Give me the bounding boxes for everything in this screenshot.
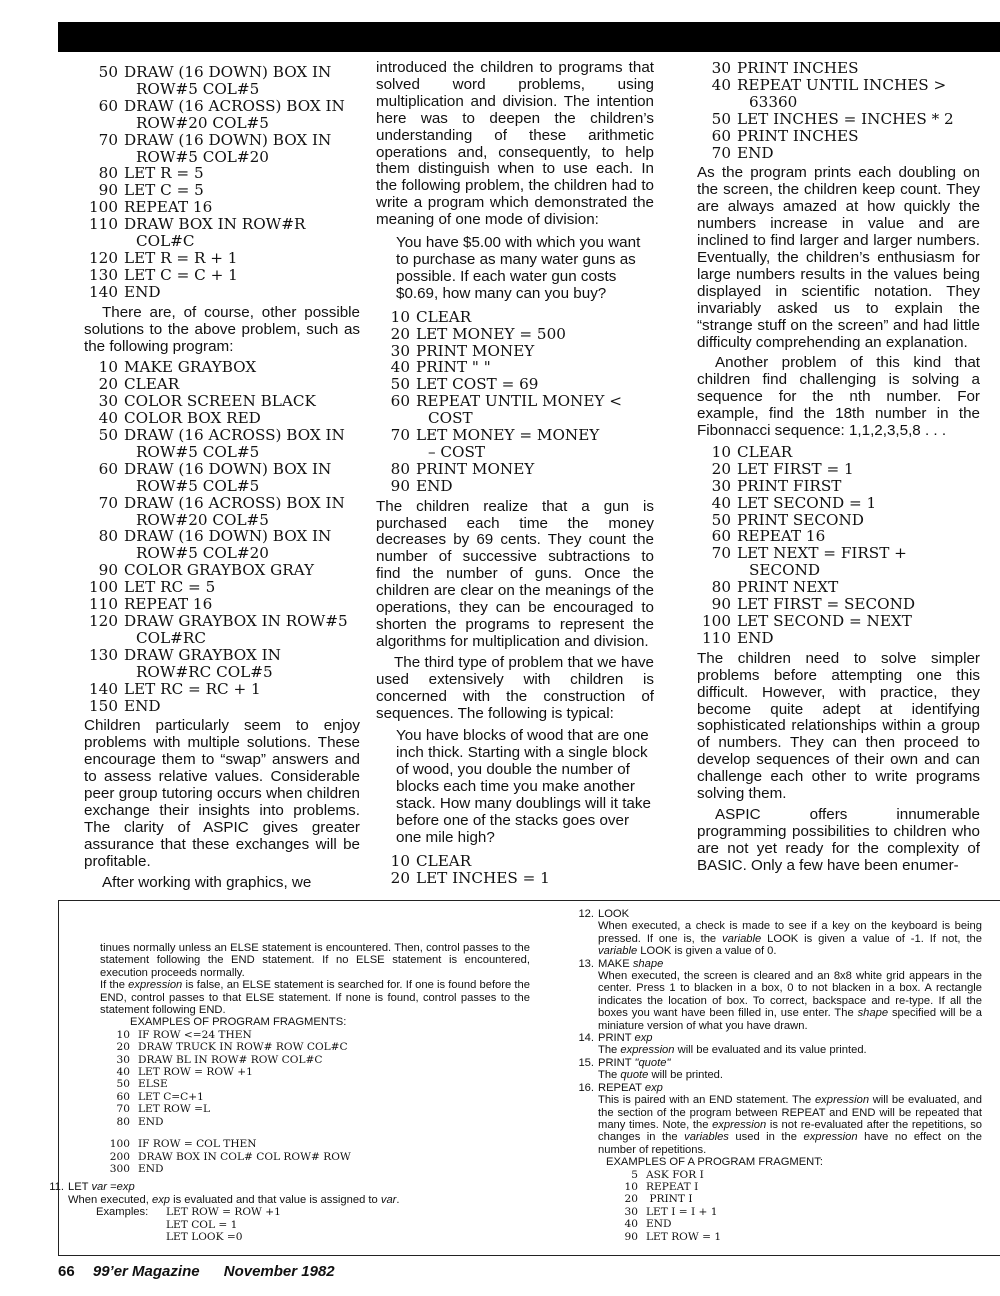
example-line: LET LOOK =0 <box>166 1230 243 1243</box>
code-line <box>608 1169 982 1181</box>
code-line <box>376 359 654 376</box>
code-text: ASK FOR I <box>646 1168 704 1181</box>
code-text: PRINT SECOND <box>737 510 864 529</box>
code-line <box>100 1078 530 1090</box>
line-number <box>96 81 136 98</box>
reference-code <box>100 1138 530 1175</box>
code-line <box>84 410 360 427</box>
code-text: ROW#5 COL#5 <box>136 79 260 98</box>
line-number: 70 <box>390 426 410 445</box>
code-text: DRAW (16 ACROSS) BOX IN <box>124 96 345 115</box>
code-line <box>100 1163 530 1175</box>
line-number <box>96 664 136 681</box>
line-number <box>388 410 428 427</box>
code-line <box>697 545 980 562</box>
code-text: PRINT INCHES <box>737 59 859 77</box>
code-text: ROW#20 COL#5 <box>136 510 269 529</box>
code-text: COLOR BOX RED <box>124 409 261 428</box>
code-line <box>84 267 360 284</box>
code-line <box>100 1041 530 1053</box>
code-line <box>84 647 360 664</box>
code-text: DRAW (16 ACROSS) BOX IN <box>124 426 345 445</box>
code-text: LET INCHES = INCHES * 2 <box>737 109 954 128</box>
line-number: 80 <box>98 164 118 183</box>
code-line <box>697 444 980 461</box>
code-line <box>697 60 980 77</box>
code-text: LET I = I + 1 <box>646 1205 718 1218</box>
line-number: 60 <box>711 527 731 546</box>
code-line <box>376 461 654 478</box>
code-text: END <box>646 1218 672 1231</box>
word-problem: You have blocks of wood that are one inch thick. Starting with a single block of wood, you double the number of blocks each time you make another stack. How many doublings will it take before one of the stacks goes over one mile high? <box>396 727 651 846</box>
code-text: CLEAR <box>737 442 793 461</box>
reference-item-11: 11. LET var =exp When executed, exp is evaluated and that value is assigned to var. Examples: LET ROW = ROW +1 LET COL = 1 LET LOOK =0 <box>49 1181 400 1243</box>
code-text: CLEAR <box>416 307 472 326</box>
code-line <box>376 478 654 495</box>
code-line <box>376 444 654 461</box>
line-number: 10 <box>624 1180 638 1193</box>
code-text: DRAW BL IN ROW# ROW COL#C <box>138 1053 323 1066</box>
code-text: DRAW (16 DOWN) BOX IN <box>124 63 332 81</box>
code-line <box>84 444 360 461</box>
page-footer <box>58 1263 335 1280</box>
code-text: DRAW BOX IN ROW#R <box>124 215 306 234</box>
paragraph: There are, of course, other possible solutions to the above problem, such as the following program: <box>84 303 360 355</box>
code-line <box>84 233 360 250</box>
code-text: REPEAT 16 <box>737 527 826 546</box>
code-line <box>608 1218 982 1230</box>
example-line: LET ROW = ROW +1 <box>166 1206 281 1219</box>
code-text: REPEAT 16 <box>124 198 213 217</box>
code-text: LET RC = 5 <box>124 578 216 597</box>
paragraph: The children need to solve simpler problems before attempting one this difficult. However, with practice, they become quite adept at identifying sophisticated relationships within a group of numbers. They can then proceed to develop sequences of their own and can challenge each other to write programs solving them. <box>697 649 980 803</box>
reference-paragraph: tinues normally unless an ELSE statement is encountered. Then, control passes to the statement following the END statement. If no ELSE statement is encountered, execution proceeds normally. <box>100 942 530 979</box>
code-text: PRINT " " <box>416 358 491 377</box>
code-line <box>84 478 360 495</box>
line-number: 50 <box>116 1078 130 1091</box>
code-text: LET COST = 69 <box>416 375 539 394</box>
code-text: LET C = C + 1 <box>124 265 238 284</box>
code-line <box>84 681 360 698</box>
code-text: REPEAT I <box>646 1180 699 1193</box>
line-number: 200 <box>109 1150 130 1163</box>
line-number: 140 <box>89 282 118 301</box>
line-number: 70 <box>98 130 118 149</box>
line-number: 90 <box>711 595 731 614</box>
line-number: 100 <box>109 1138 130 1151</box>
code-text: LET ROW =L <box>138 1103 211 1116</box>
line-number: 80 <box>98 527 118 546</box>
examples-title: EXAMPLES OF PROGRAM FRAGMENTS: <box>130 1016 347 1029</box>
code-text: END <box>124 282 161 301</box>
reference-item-15: 15. PRINT "quote" The quote will be printed. <box>578 1056 724 1082</box>
line-number: 40 <box>711 75 731 94</box>
reference-code <box>608 1169 982 1243</box>
code-line <box>608 1193 982 1205</box>
code-text: PRINT INCHES <box>737 126 859 145</box>
code-text: END <box>138 1162 164 1175</box>
code-listing <box>376 309 654 495</box>
code-text: END <box>138 1115 164 1128</box>
code-line <box>84 630 360 647</box>
line-number: 10 <box>116 1028 130 1041</box>
line-number: 90 <box>624 1230 638 1243</box>
code-text: LET FIRST = 1 <box>737 459 854 478</box>
code-text: CLEAR <box>416 851 472 870</box>
code-text: LET C=C+1 <box>138 1090 204 1103</box>
code-text: LET R = R + 1 <box>124 248 238 267</box>
code-text: DRAW GRAYBOX IN ROW#5 <box>124 612 348 630</box>
code-line <box>100 1138 530 1150</box>
line-number <box>96 512 136 529</box>
code-line <box>100 1029 530 1041</box>
paragraph: The children realize that a gun is purchased each time the money decreases by 69 cents. They count the number of successive subtractions to find the number of guns. Once the children are clear on the meanings of the operations, they can be encouraged to shorten the programs to represent the algorithms for multiplication and division. <box>376 497 654 650</box>
code-line <box>376 376 654 393</box>
line-number: 90 <box>390 476 410 495</box>
code-text: LET MONEY = 500 <box>416 324 566 343</box>
line-number: 50 <box>98 426 118 445</box>
line-number: 20 <box>98 375 118 394</box>
code-line <box>84 562 360 579</box>
code-text: PRINT MONEY <box>416 459 535 478</box>
line-number: 10 <box>390 307 410 326</box>
code-line <box>84 115 360 132</box>
code-text: ROW#RC COL#5 <box>136 662 273 681</box>
code-line <box>697 562 980 579</box>
line-number: 10 <box>711 442 731 461</box>
reference-item-12: 12. LOOK When executed, a check is made to see if a key on the keyboard is being pressed. If one is, the variable LOOK is given a value of -1. If not, the variable LOOK is given a value of 0. <box>578 908 982 958</box>
code-line <box>376 853 654 870</box>
code-line <box>84 250 360 267</box>
line-number <box>96 545 136 562</box>
line-number: 20 <box>116 1041 130 1054</box>
reference-item-16: 16. REPEAT exp This is paired with an END statement. The expression will be evaluated, and the section of the program between REPEAT and END will be repeated that many times. Note, the expression is not re-evaluated after the repetitions, so changes in the variables used in the expression have no effect on the number of repetitions. EXAMPLES OF A PROGRAM FRAGMENT: 5 ASK FOR I 10 REPEAT I 20 PRINT I 30 LET I = I + 1 40 END 90 LET ROW = 1 <box>578 1081 983 1243</box>
code-text: 63360 <box>749 92 798 111</box>
line-number: 110 <box>89 215 118 234</box>
code-text: IF ROW = COL THEN <box>138 1138 257 1151</box>
line-number: 110 <box>702 628 731 647</box>
code-text: REPEAT UNTIL INCHES > <box>737 75 947 94</box>
line-number: 150 <box>89 696 118 715</box>
line-number: 40 <box>711 493 731 512</box>
code-line <box>100 1066 530 1078</box>
line-number: 40 <box>98 409 118 428</box>
code-text: DRAW (16 DOWN) BOX IN <box>124 130 332 149</box>
code-text: LET SECOND = 1 <box>737 493 877 512</box>
line-number: 60 <box>390 392 410 411</box>
code-listing <box>376 853 654 887</box>
code-text: DRAW TRUCK IN ROW# ROW COL#C <box>138 1041 348 1054</box>
code-line <box>376 427 654 444</box>
code-text: DRAW BOX IN COL# COL ROW# ROW <box>138 1150 351 1163</box>
line-number: 100 <box>702 612 731 630</box>
reference-column-right <box>572 908 982 1243</box>
code-text: – COST <box>428 442 486 461</box>
magazine-name: 99’er Magazine <box>92 1263 200 1280</box>
code-text: ROW#20 COL#5 <box>136 113 269 132</box>
line-number: 30 <box>116 1053 130 1066</box>
code-text: LET FIRST = SECOND <box>737 595 916 614</box>
paragraph: The third type of problem that we have used extensively with children is concerned with the construction of sequences. The following is typical: <box>376 653 654 722</box>
code-text: PRINT NEXT <box>737 578 839 597</box>
code-line <box>84 579 360 596</box>
paragraph: Children particularly seem to enjoy problems with multiple solutions. These encourage them to “swap” answers and to assess relative values. Considerable peer group tutoring occurs when children exchange their insights into problems. The clarity of ASPIC gives greater assurance that these exchanges will be profitable. <box>84 717 360 870</box>
code-text: REPEAT UNTIL MONEY < <box>416 392 623 411</box>
code-line <box>84 132 360 149</box>
code-line <box>84 596 360 613</box>
column-2 <box>376 60 654 891</box>
line-number: 30 <box>390 341 410 360</box>
code-listing <box>697 60 980 161</box>
code-text: DRAW (16 DOWN) BOX IN <box>124 527 332 546</box>
code-line <box>84 664 360 681</box>
column-3 <box>697 60 980 877</box>
code-text: ROW#5 COL#20 <box>136 544 269 563</box>
code-line <box>84 512 360 529</box>
code-line <box>697 495 980 512</box>
code-listing <box>84 359 360 714</box>
code-text: PRINT I <box>646 1193 693 1206</box>
code-line <box>697 111 980 128</box>
line-number: 20 <box>711 459 731 478</box>
code-line <box>84 376 360 393</box>
code-text: IF ROW <=24 THEN <box>138 1028 252 1041</box>
line-number: 10 <box>98 358 118 377</box>
code-line <box>84 284 360 301</box>
line-number: 30 <box>98 392 118 411</box>
line-number: 30 <box>711 476 731 495</box>
word-problem: You have $5.00 with which you want to purchase as many water guns as possible. If each water gun costs $0.69, how many can you buy? <box>396 234 641 302</box>
line-number: 40 <box>624 1218 638 1231</box>
line-number: 80 <box>116 1115 130 1128</box>
line-number: 70 <box>98 493 118 512</box>
code-listing <box>84 64 360 301</box>
code-line <box>376 410 654 427</box>
code-line <box>84 359 360 376</box>
code-line <box>84 461 360 478</box>
line-number <box>96 444 136 461</box>
line-number: 70 <box>711 143 731 162</box>
code-line <box>697 461 980 478</box>
line-number <box>709 94 749 111</box>
code-line <box>608 1206 982 1218</box>
line-number: 50 <box>98 63 118 81</box>
code-line <box>84 149 360 166</box>
line-number: 130 <box>89 645 118 664</box>
code-text: COLOR GRAYBOX GRAY <box>124 561 315 580</box>
code-line <box>84 64 360 81</box>
reference-examples <box>166 1206 281 1243</box>
code-line <box>84 613 360 630</box>
line-number: 60 <box>98 96 118 115</box>
line-number: 90 <box>98 561 118 580</box>
code-line <box>84 165 360 182</box>
code-line <box>84 495 360 512</box>
paragraph: ASPIC offers innumerable programming possibilities to children who are not yet ready for the complexity of BASIC. Only a few have been enumer- <box>697 805 980 874</box>
code-line <box>697 528 980 545</box>
line-number: 80 <box>390 459 410 478</box>
line-number: 80 <box>711 578 731 597</box>
code-line <box>697 596 980 613</box>
code-line <box>697 630 980 647</box>
line-number <box>96 115 136 132</box>
code-listing <box>697 444 980 647</box>
code-text: ROW#5 COL#5 <box>136 476 260 495</box>
line-number: 50 <box>711 510 731 529</box>
code-text: DRAW (16 DOWN) BOX IN <box>124 459 332 478</box>
line-number: 120 <box>89 248 118 267</box>
line-number: 20 <box>390 324 410 343</box>
code-line <box>608 1231 982 1243</box>
code-line <box>84 98 360 115</box>
line-number: 60 <box>116 1090 130 1103</box>
code-text: LET RC = RC + 1 <box>124 679 261 698</box>
code-text: DRAW GRAYBOX IN <box>124 645 281 664</box>
line-number: 40 <box>390 358 410 377</box>
code-line <box>697 579 980 596</box>
code-line <box>376 343 654 360</box>
code-line <box>376 393 654 410</box>
line-number: 60 <box>711 126 731 145</box>
code-text: LET ROW = ROW +1 <box>138 1066 253 1079</box>
code-text: LET ROW = 1 <box>646 1230 722 1243</box>
code-line <box>84 216 360 233</box>
code-line <box>100 1151 530 1163</box>
paragraph: After working with graphics, we <box>102 873 312 891</box>
code-line <box>84 393 360 410</box>
line-number: 120 <box>89 612 118 630</box>
line-number: 60 <box>98 459 118 478</box>
code-text: END <box>737 628 774 647</box>
line-number: 40 <box>116 1066 130 1079</box>
line-number: 30 <box>711 59 731 77</box>
line-number: 90 <box>98 181 118 200</box>
line-number: 50 <box>390 375 410 394</box>
code-text: REPEAT 16 <box>124 595 213 614</box>
example-line: LET COL = 1 <box>166 1218 238 1231</box>
code-text: COL#RC <box>136 628 206 647</box>
line-number <box>96 233 136 250</box>
reference-column-left <box>49 942 530 1243</box>
paragraph: Another problem of this kind that children find challenging is solving a sequence for the nth number. For example, find the 18th number in the Fibonnacci sequence: 1,1,2,3,5,8 . . . <box>697 354 980 440</box>
code-line <box>697 145 980 162</box>
code-text: LET C = 5 <box>124 181 204 200</box>
paragraph: As the program prints each doubling on the screen, the children keep count. They are always amazed at how quickly the numbers increase in value and are inclined to find larger and larger numbers. Eventually, the children’s enthusiasm for large numbers results in the values being displayed in scientific notation. They invariably asked us to explain the “strange stuff on the screen” and had little difficulty comprehending an explanation. <box>697 164 980 351</box>
code-text: PRINT MONEY <box>416 341 535 360</box>
code-line <box>697 512 980 529</box>
code-text: ELSE <box>138 1078 168 1091</box>
header-bar <box>58 22 1000 52</box>
code-text: LET NEXT = FIRST + <box>737 544 907 563</box>
issue-date: November 1982 <box>223 1263 335 1280</box>
code-line <box>376 870 654 887</box>
reference-code <box>100 1029 530 1128</box>
line-number <box>709 562 749 579</box>
reference-paragraph: If the expression is false, an ELSE statement is searched for. If one is found before the END, control passes to that ELSE statement. If none is found, control passes to the statement following END. <box>100 979 530 1017</box>
code-line <box>84 698 360 715</box>
code-line <box>100 1054 530 1066</box>
code-line <box>608 1181 982 1193</box>
code-text: LET R = 5 <box>124 164 204 183</box>
code-text: LET MONEY = MONEY <box>416 426 600 445</box>
code-text: SECOND <box>749 561 821 580</box>
code-line <box>84 545 360 562</box>
line-number: 300 <box>109 1162 130 1175</box>
line-number: 30 <box>624 1205 638 1218</box>
code-text: MAKE GRAYBOX <box>124 358 257 377</box>
code-text: LET SECOND = NEXT <box>737 612 912 630</box>
code-line <box>697 128 980 145</box>
code-line <box>697 94 980 111</box>
column-1 <box>84 60 360 894</box>
code-text: COL#C <box>136 232 195 251</box>
line-number: 5 <box>631 1168 638 1181</box>
line-number: 130 <box>89 265 118 284</box>
code-text: END <box>416 476 453 495</box>
code-line <box>697 478 980 495</box>
line-number: 70 <box>711 544 731 563</box>
reference-item-14: 14. PRINT exp The expression will be evaluated and its value printed. <box>578 1032 867 1057</box>
line-number: 20 <box>624 1193 638 1206</box>
code-text: PRINT FIRST <box>737 476 842 495</box>
reference-item-13: 13. MAKE shape When executed, the screen is cleared and an 8x8 white grid appears in the center. Press 1 to blacken in a box, 0 to not blacken in a box. A rectangle indicates the location of box. To correct, backspace and re-type. If all the boxes you want have been filled in, use enter. The shape specified will be a miniature version of what you have drawn. <box>578 957 982 1032</box>
line-number: 50 <box>711 109 731 128</box>
code-text: DRAW (16 ACROSS) BOX IN <box>124 493 345 512</box>
code-line <box>376 326 654 343</box>
code-line <box>84 182 360 199</box>
code-text: ROW#5 COL#20 <box>136 147 269 166</box>
line-number <box>96 630 136 647</box>
page-number: 66 <box>58 1263 75 1280</box>
code-line <box>697 77 980 94</box>
code-line <box>84 427 360 444</box>
code-text: END <box>737 143 774 162</box>
line-number: 140 <box>89 679 118 698</box>
code-line <box>100 1103 530 1115</box>
code-text: COST <box>428 409 473 428</box>
code-text: LET INCHES = 1 <box>416 868 550 887</box>
code-text: COLOR SCREEN BLACK <box>124 392 316 411</box>
line-number: 70 <box>116 1103 130 1116</box>
paragraph: introduced the children to programs that solved word problems, using multiplication and division. The intention here was to deepen the children’s understanding of these arithmetic operations and, consequently, to help them distinguish when to use each. In the following problem, the children had to write a program which demonstrated the meaning of one mode of division: <box>376 59 654 229</box>
code-line <box>100 1091 530 1103</box>
line-number <box>388 444 428 461</box>
code-line <box>697 613 980 630</box>
line-number <box>96 478 136 495</box>
code-text: ROW#5 COL#5 <box>136 442 260 461</box>
code-line <box>100 1116 530 1128</box>
code-line <box>84 528 360 545</box>
code-text: CLEAR <box>124 375 180 394</box>
line-number: 100 <box>89 198 118 217</box>
line-number: 20 <box>390 868 410 887</box>
line-number: 110 <box>89 595 118 614</box>
line-number <box>96 149 136 166</box>
code-line <box>84 81 360 98</box>
code-line <box>376 309 654 326</box>
code-text: END <box>124 696 161 715</box>
code-line <box>84 199 360 216</box>
line-number: 100 <box>89 578 118 597</box>
line-number: 10 <box>390 851 410 870</box>
